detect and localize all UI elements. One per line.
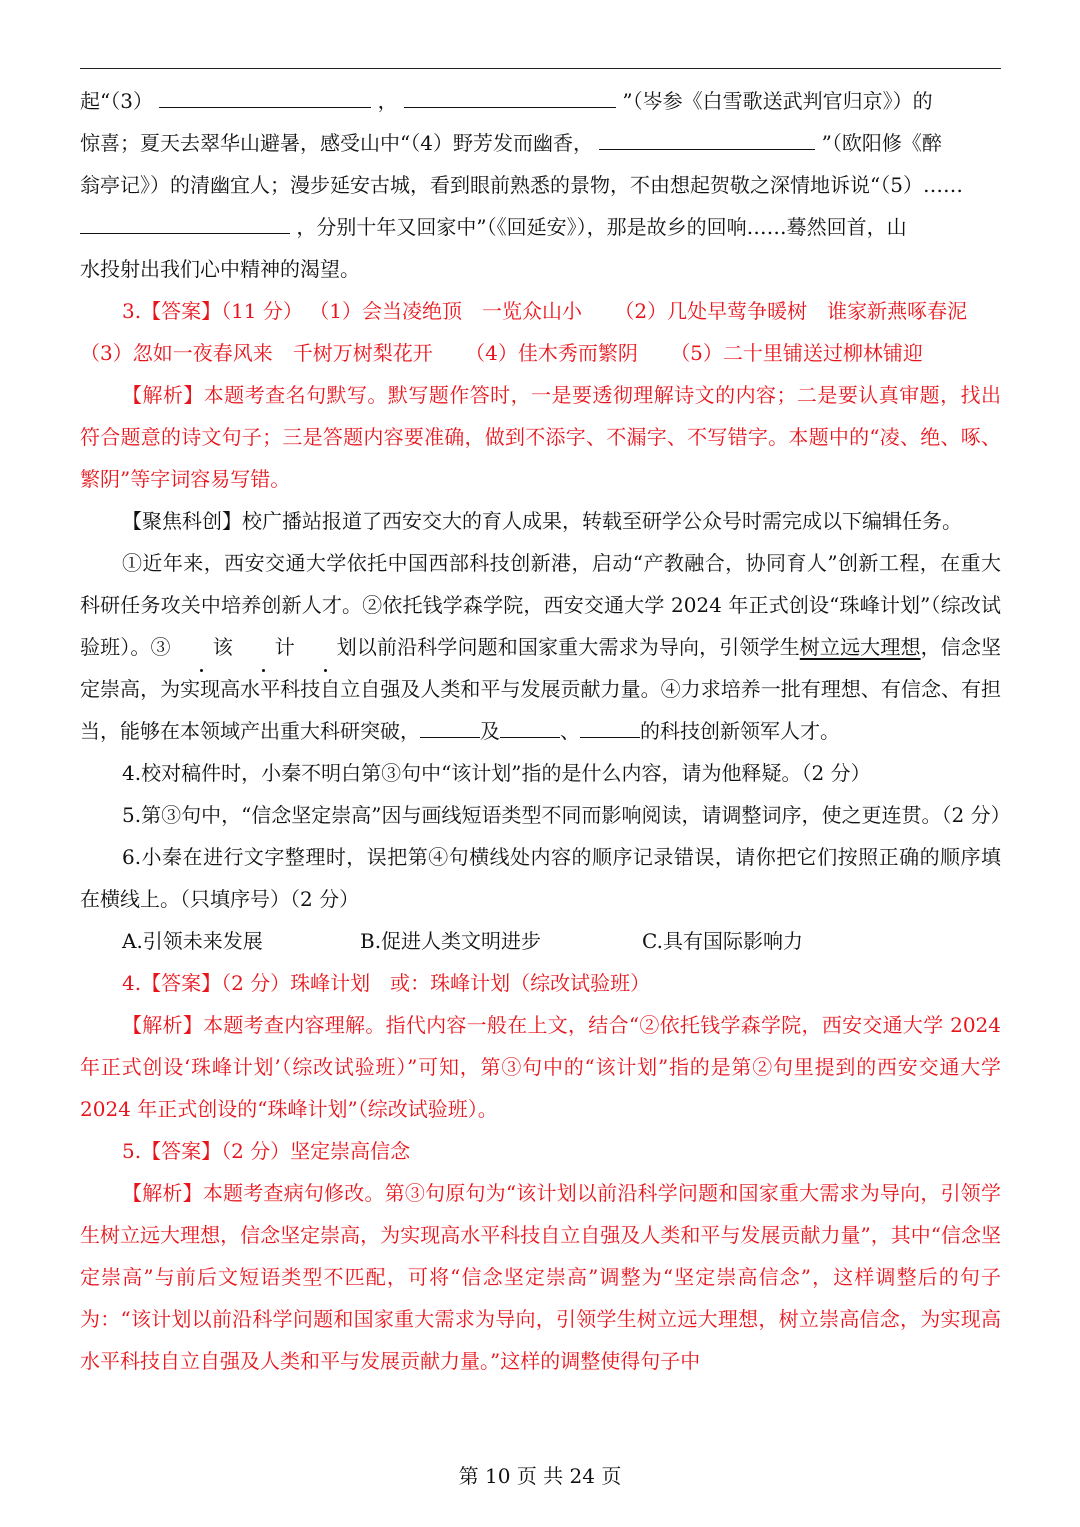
question-4: 4.校对稿件时，小秦不明白第③句中“该计划”指的是什么内容，请为他释疑。（2 分） [122, 761, 871, 785]
option-a: A.引领未来发展 [122, 929, 263, 953]
q4-text: 惊喜；夏天去翠华山避暑，感受山中“（4）野芳发而幽香， [80, 131, 593, 155]
emphasis-char: 划 [295, 626, 357, 668]
answer-3-line-1 [80, 290, 1001, 332]
question-5: 5.第③句中，“信念坚定崇高”因与画线短语类型不同而影响阅读，请调整词序，使之更连贯。（2 分） [122, 803, 1011, 827]
article-sentences-1-2: ①近年来，西安交通大学依托中国西部科技创新港，启动“产教融合，协同育人”创新工程，在重大科研任务攻关中培养创新人才。②依托钱学森学院，西安交通大学 2024 年正式创设“珠峰计划”（综改试验班）。 [80, 551, 1001, 659]
answer-blank-3b[interactable] [404, 85, 616, 108]
answer-3-label: 3.【答案】（11 分） [122, 299, 303, 323]
answer-5: 5.【答案】（2 分）坚定崇高信念 [122, 1139, 411, 1163]
page-number: 第 10 页 共 24 页 [458, 1464, 622, 1488]
article-paragraph [80, 542, 1001, 752]
fill-blank-1[interactable] [420, 715, 480, 738]
sentence-3-mid: 以前沿科学问题和国家重大需求为导向，引领学生 [356, 635, 800, 659]
comma: ， [377, 89, 398, 113]
question-6: 6.小秦在进行文字整理时，误把第④句横线处内容的顺序记录错误，请你把它们按照正确的顺序填在横线上。（只填序号）（2 分） [80, 845, 1001, 911]
poem-line-2 [80, 122, 1001, 164]
question-6-options [80, 920, 1001, 962]
enum-comma: 、 [560, 719, 580, 743]
answer-blank-3a[interactable] [159, 85, 371, 108]
poem-line-5: 水投射出我们心中精神的渴望。 [80, 257, 360, 281]
focus-intro: 【聚焦科创】校广播站报道了西安交大的育人成果，转载至研学公众号时需完成以下编辑任务。 [122, 509, 962, 533]
emphasis-char: 计 [233, 626, 295, 668]
q3-source: ”（岑参《白雪歌送武判官归京》）的 [622, 89, 933, 113]
option-c: C.具有国际影响力 [642, 929, 803, 953]
analysis-4: 【解析】本题考查内容理解。指代内容一般在上文，结合“②依托钱学森学院，西安交通大学 2024 年正式创设‘珠峰计划’（综改试验班）”可知，第③句中的“该计划”指的是第②句里提到的西安交通大学 2024 年正式创设的“珠峰计划”（综改试验班）。 [80, 1013, 1001, 1121]
q5-text: ，分别十年又回家中”（《回延安》），那是故乡的回响……蓦然回首，山 [296, 215, 907, 239]
sentence-3-end: ，信念坚定崇高，为实现高水平科技自立自强及人类和平与发展贡献力量。 [80, 635, 1002, 701]
answer-3-2: （2）几处早莺争暖树 谁家新燕啄春泥 [614, 299, 968, 323]
sentence-4-end: 的科技创新领军人才。 [640, 719, 840, 743]
answer-blank-5[interactable] [80, 211, 290, 234]
fill-blank-3[interactable] [580, 715, 640, 738]
q3-prefix: 起“（3） [80, 89, 153, 113]
fill-blank-2[interactable] [500, 715, 560, 738]
poem-line-1 [80, 80, 1001, 122]
answer-3-3: （3）忽如一夜春风来 千树万树梨花开 [80, 341, 433, 365]
sentence-4-start: ④力求培养一批有理想、有信念、有担当，能够在本领域产出重大科研突破， [80, 677, 1002, 743]
answer-3-line-2 [80, 332, 1001, 374]
page-content [80, 80, 1011, 1382]
sentence-3-marker: ③ [150, 635, 171, 659]
analysis-5: 【解析】本题考查病句修改。第③句原句为“该计划以前沿科学问题和国家重大需求为导向，引领学生树立远大理想，信念坚定崇高，为实现高水平科技自立自强及人类和平与发展贡献力量”，其中“信念坚定崇高”与前后文短语类型不匹配，可将“信念坚定崇高”调整为“坚定崇高信念”，这样调整后的句子为：“该计划以前沿科学问题和国家重大需求为导向，引领学生树立远大理想，树立崇高信念，为实现高水平科技自立自强及人类和平与发展贡献力量。”这样的调整使得句子中 [80, 1181, 1001, 1373]
answer-3-1: （1）会当凌绝顶 一览众山小 [309, 299, 582, 323]
q4-source: ”（欧阳修《醉 [821, 131, 942, 155]
answer-3-5: （5）二十里铺送过柳林铺迎 [670, 341, 923, 365]
answer-3-4: （4）佳木秀而繁阴 [465, 341, 638, 365]
header-rule [80, 68, 1001, 69]
poem-line-4 [80, 206, 1001, 248]
analysis-3: 【解析】本题考查名句默写。默写题作答时，一是要透彻理解诗文的内容；二是要认真审题，找出符合题意的诗文句子；三是答题内容要准确，做到不添字、不漏字、不写错字。本题中的“凌、绝、啄、繁阴”等字词容易写错。 [80, 383, 1001, 491]
answer-4: 4.【答案】（2 分）珠峰计划 或：珠峰计划（综改试验班） [122, 971, 651, 995]
option-b: B.促进人类文明进步 [360, 929, 542, 953]
emphasis-char: 该 [171, 626, 233, 668]
conj-and: 及 [480, 719, 500, 743]
answer-blank-4[interactable] [599, 127, 815, 150]
poem-line-3: 翁亭记》）的清幽宜人；漫步延安古城，看到眼前熟悉的景物，不由想起贺敬之深情地诉说“（5）…… [80, 173, 963, 197]
underlined-phrase: 树立远大理想 [799, 635, 921, 659]
